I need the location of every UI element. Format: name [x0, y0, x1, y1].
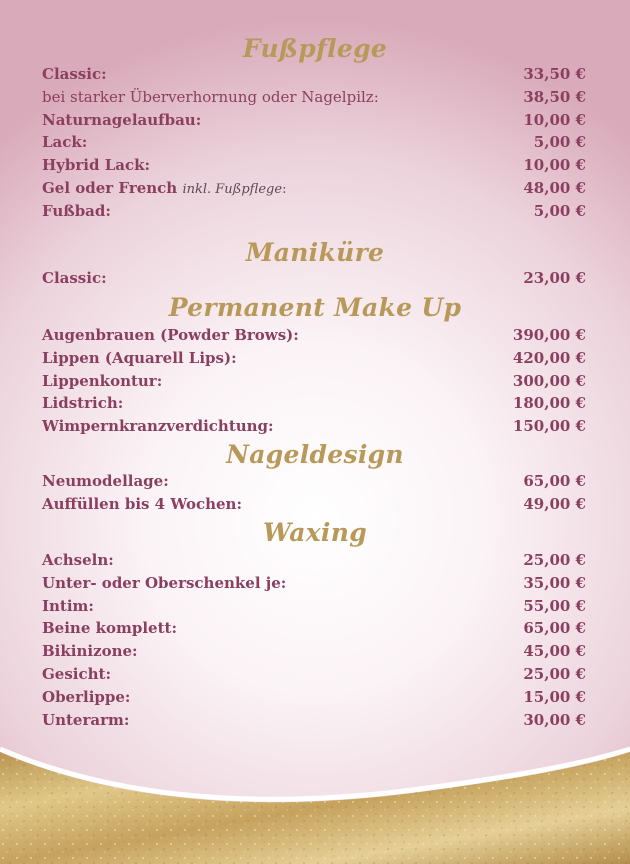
price-row [42, 572, 586, 594]
service-price: 30,00 € [523, 710, 586, 729]
price-row [42, 370, 586, 392]
service-label [42, 154, 150, 176]
section-heading: Waxing [263, 518, 367, 547]
service-name: Achseln: [42, 551, 114, 569]
service-name: Intim: [42, 596, 94, 615]
service-name: Lack: [42, 133, 88, 152]
service-price: 420,00 € [512, 348, 586, 367]
service-name: Neumodellage: [42, 472, 169, 490]
service-label [42, 572, 286, 594]
service-label [42, 109, 201, 131]
service-price: 150,00 € [512, 417, 586, 436]
service-name: Gesicht: [42, 665, 112, 683]
price-row [42, 109, 586, 131]
service-price: 25,00 € [523, 551, 586, 569]
service-label [42, 595, 94, 617]
service-price: 38,50 € [523, 87, 586, 106]
service-name: Beine komplett: [42, 619, 177, 638]
service-price: 25,00 € [523, 665, 586, 683]
service-name: Oberlippe: [42, 687, 131, 706]
service-price: 300,00 € [512, 371, 586, 390]
service-price: 35,00 € [523, 573, 586, 592]
service-name: Lidstrich: [42, 394, 124, 413]
price-row [42, 595, 586, 617]
price-row [42, 200, 586, 222]
service-price: 49,00 € [523, 494, 586, 513]
service-name: Unterarm: [42, 710, 130, 729]
service-name: Augenbrauen (Powder Brows): [42, 326, 299, 344]
price-row [42, 493, 586, 515]
service-label [42, 549, 114, 571]
price-row [42, 686, 586, 708]
service-note-suffix: : [282, 182, 287, 197]
price-row [42, 663, 586, 685]
service-name: Fußbad: [42, 201, 111, 220]
service-label [42, 324, 299, 346]
price-row [42, 709, 586, 731]
service-name: Classic: [42, 269, 107, 287]
service-price: 48,00 € [523, 179, 586, 197]
service-name: Lippen (Aquarell Lips): [42, 348, 237, 367]
price-row [42, 324, 586, 346]
service-label [42, 177, 286, 201]
section-heading: Maniküre [245, 238, 385, 267]
service-name: Hybrid Lack: [42, 156, 151, 175]
section-heading: Nageldesign [226, 440, 404, 469]
price-row [42, 549, 586, 571]
service-price: 5,00 € [533, 201, 586, 220]
service-label [42, 63, 107, 85]
service-price: 180,00 € [512, 394, 586, 413]
section-heading: Permanent Make Up [168, 293, 462, 322]
service-label [42, 640, 138, 662]
service-label [42, 267, 107, 289]
price-row [42, 617, 586, 639]
service-name: Unter- oder Oberschenkel je: [42, 573, 287, 592]
price-row [42, 131, 586, 153]
service-note: inkl. Fußpflege [182, 182, 283, 197]
service-label [42, 415, 274, 437]
price-row [42, 470, 586, 492]
service-label [42, 200, 111, 222]
service-price: 33,50 € [523, 65, 586, 83]
service-price: 5,00 € [533, 133, 586, 152]
service-price: 23,00 € [523, 269, 586, 287]
price-row [42, 154, 586, 176]
service-label [42, 370, 162, 392]
price-row [42, 392, 586, 414]
service-name: Auffüllen bis 4 Wochen: [42, 494, 242, 513]
service-label [42, 347, 237, 369]
service-label [42, 663, 111, 685]
service-price: 45,00 € [523, 642, 586, 661]
service-label [42, 470, 169, 492]
service-price: 55,00 € [523, 596, 586, 615]
service-label [42, 709, 129, 731]
service-price: 65,00 € [523, 619, 586, 638]
service-name: Classic: [42, 65, 107, 83]
service-label [42, 617, 177, 639]
service-price: 10,00 € [523, 110, 586, 129]
service-name: Gel oder French [42, 179, 178, 197]
price-row [42, 347, 586, 369]
service-name: Wimpernkranzverdichtung: [42, 417, 274, 436]
price-row [42, 63, 586, 85]
service-label [42, 493, 242, 515]
section-heading: Fußpflege [242, 34, 388, 63]
price-row [42, 640, 586, 662]
price-row [42, 86, 586, 108]
service-name: Bikinizone: [42, 642, 138, 661]
service-price: 15,00 € [523, 687, 586, 706]
service-label [42, 86, 379, 108]
price-row [42, 267, 586, 289]
price-row [42, 177, 586, 199]
service-label [42, 392, 123, 414]
service-price: 10,00 € [523, 156, 586, 175]
service-name: bei starker Überverhornung oder Nagelpilz: [42, 87, 379, 106]
service-name: Naturnagelaufbau: [42, 110, 202, 129]
service-price: 65,00 € [523, 472, 586, 490]
service-price: 390,00 € [512, 326, 586, 344]
price-row [42, 415, 586, 437]
service-name: Lippenkontur: [42, 371, 163, 390]
service-label [42, 686, 130, 708]
service-label [42, 131, 87, 153]
